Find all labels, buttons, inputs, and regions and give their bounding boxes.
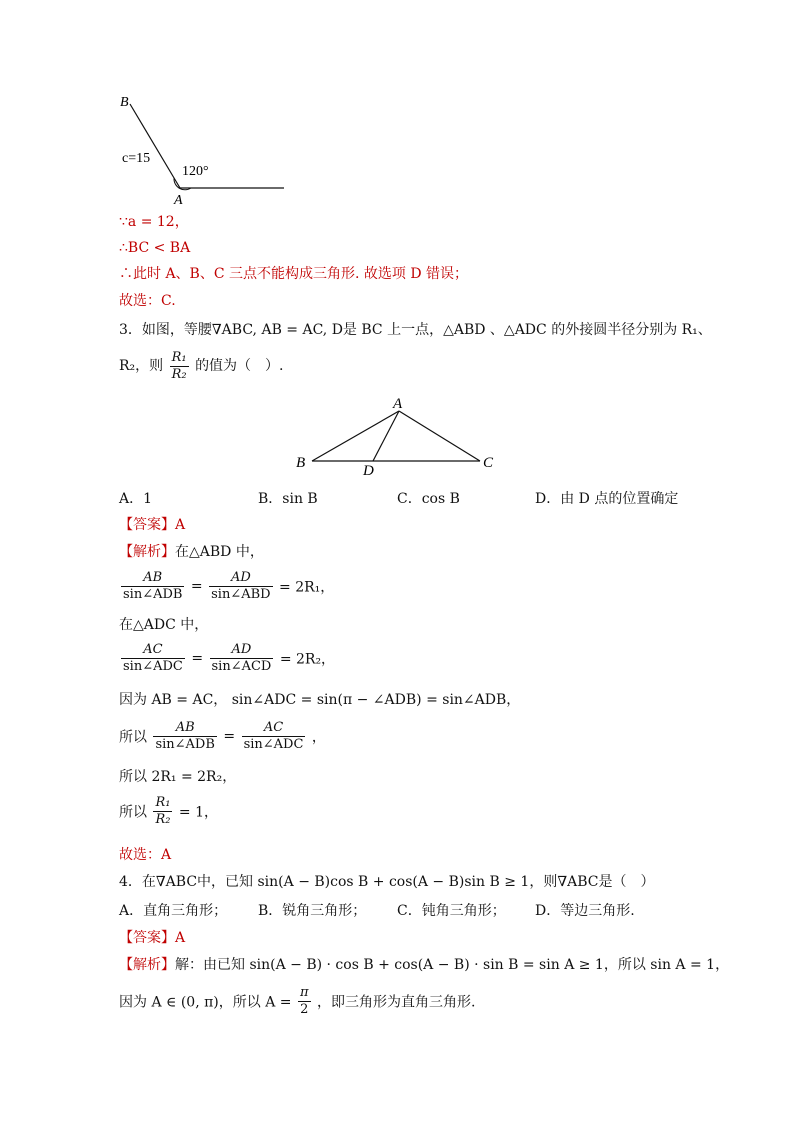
fraction: $\frac{AB}{\text{sin∠ADB}}$ xyxy=(123,570,183,602)
q4-answer: 【答案】A xyxy=(119,930,186,946)
line-choose-c: 故选：C. xyxy=(119,293,176,309)
line-a-equals: ∵a = 12， xyxy=(119,214,189,230)
triangle-figure xyxy=(290,393,505,478)
q3-choose: 故选：A xyxy=(119,847,172,863)
fraction-numerator: R₁ xyxy=(171,349,187,365)
q4-stem: 4．在∇ABC中，已知 sin(A − B)cos B + cos(A − B)sin B ≥ 1，则∇ABC是（ ） xyxy=(119,874,655,890)
q3-stem-r2: R₂，则 xyxy=(119,358,164,374)
q3-stem-line2 xyxy=(119,346,284,386)
fraction: $\frac{AC}{\text{sin∠ADC}}$ xyxy=(243,720,304,752)
label-angle: 120° xyxy=(182,164,209,179)
q3-equation-2: $\frac{AC}{\text{sin∠ADC}}$ = $\frac{AD}{\text{sin∠ACD}}$ = 2R₂， xyxy=(123,642,336,674)
q4-solution-2: 因为 A ∈ (0, π)，所以 A = $\frac{\pi}{2}$ ，即三角形为直角三角形. xyxy=(119,985,476,1017)
q3-stem-line1: 3．如图，等腰∇ABC, AB = AC, D是 BC 上一点，△ABD 、△ADC 的外接圆半径分别为 R₁、 xyxy=(119,322,712,338)
q3-so-2: 所以 2R₁ = 2R₂， xyxy=(119,769,237,785)
fraction: $\frac{\pi}{2}$ xyxy=(299,985,309,1017)
q4-option-a: A．直角三角形； xyxy=(119,903,228,919)
q3-so-1: 所以 $\frac{AB}{\text{sin∠ADB}}$ = $\frac{AC}{\text{sin∠ADC}}$ ， xyxy=(119,720,326,752)
segment-ab xyxy=(130,104,180,188)
solution-text: 解：由已知 sin(A − B) · cos B + cos(A − B) · sin B = sin A ≥ 1，所以 sin A = 1， xyxy=(175,957,730,973)
label-a: A xyxy=(174,193,183,207)
q3-answer: 【答案】A xyxy=(119,517,186,533)
solution-text: 在△ABD 中， xyxy=(175,544,264,560)
fraction: $\frac{\text{R₁}}{\text{R₂}}$ xyxy=(155,795,171,827)
q3-option-c: C．cos B xyxy=(397,491,460,507)
q3-equation-1: $\frac{AB}{\text{sin∠ADB}}$ = $\frac{AD}{\text{sin∠ABD}}$ = 2R₁， xyxy=(123,570,335,602)
fraction: $\frac{AC}{\text{sin∠ADC}}$ xyxy=(123,642,183,674)
label-c: C xyxy=(483,455,494,471)
q3-option-d: D．由 D 点的位置确定 xyxy=(535,491,679,507)
fraction: $\frac{AD}{\text{sin∠ACD}}$ xyxy=(211,642,272,674)
label-b: B xyxy=(296,455,306,471)
q4-option-c: C．钝角三角形； xyxy=(397,903,506,919)
line-no-triangle: ∴此时 A、B、C 三点不能构成三角形. 故选项 D 错误； xyxy=(119,266,469,282)
solution-label: 【解析】 xyxy=(119,544,175,560)
label-b: B xyxy=(120,95,129,110)
q3-stem-fraction xyxy=(170,350,189,383)
q3-in-adc: 在△ADC 中， xyxy=(119,617,209,633)
fraction: $\frac{AB}{\text{sin∠ADB}}$ xyxy=(155,720,215,752)
q4-solution xyxy=(119,955,729,975)
label-side-c: c=15 xyxy=(122,151,151,166)
q3-solution-head xyxy=(119,542,264,562)
fraction: $\frac{AD}{\text{sin∠ABD}}$ xyxy=(211,570,271,602)
q3-option-b: B．sin B xyxy=(258,491,318,507)
q3-because: 因为 AB = AC， sin∠ADC = sin(π − ∠ADB) = sin∠ADB， xyxy=(119,692,521,708)
q3-option-a: A．1 xyxy=(119,491,153,507)
label-d: D xyxy=(363,463,374,478)
q4-option-d: D．等边三角形. xyxy=(535,903,635,919)
q3-so-3: 所以 $\frac{\text{R₁}}{\text{R₂}}$ = 1， xyxy=(119,795,218,827)
fraction-denominator: R₂ xyxy=(171,366,187,382)
angle-figure xyxy=(112,92,292,207)
line-bc-less-ba: ∴BC < BA xyxy=(119,240,191,256)
label-a: A xyxy=(393,396,403,412)
solution-label: 【解析】 xyxy=(119,957,175,973)
segment-ac xyxy=(399,411,480,461)
q4-option-b: B．锐角三角形； xyxy=(258,903,367,919)
q3-stem-tail: 的值为（ ）. xyxy=(195,358,284,374)
